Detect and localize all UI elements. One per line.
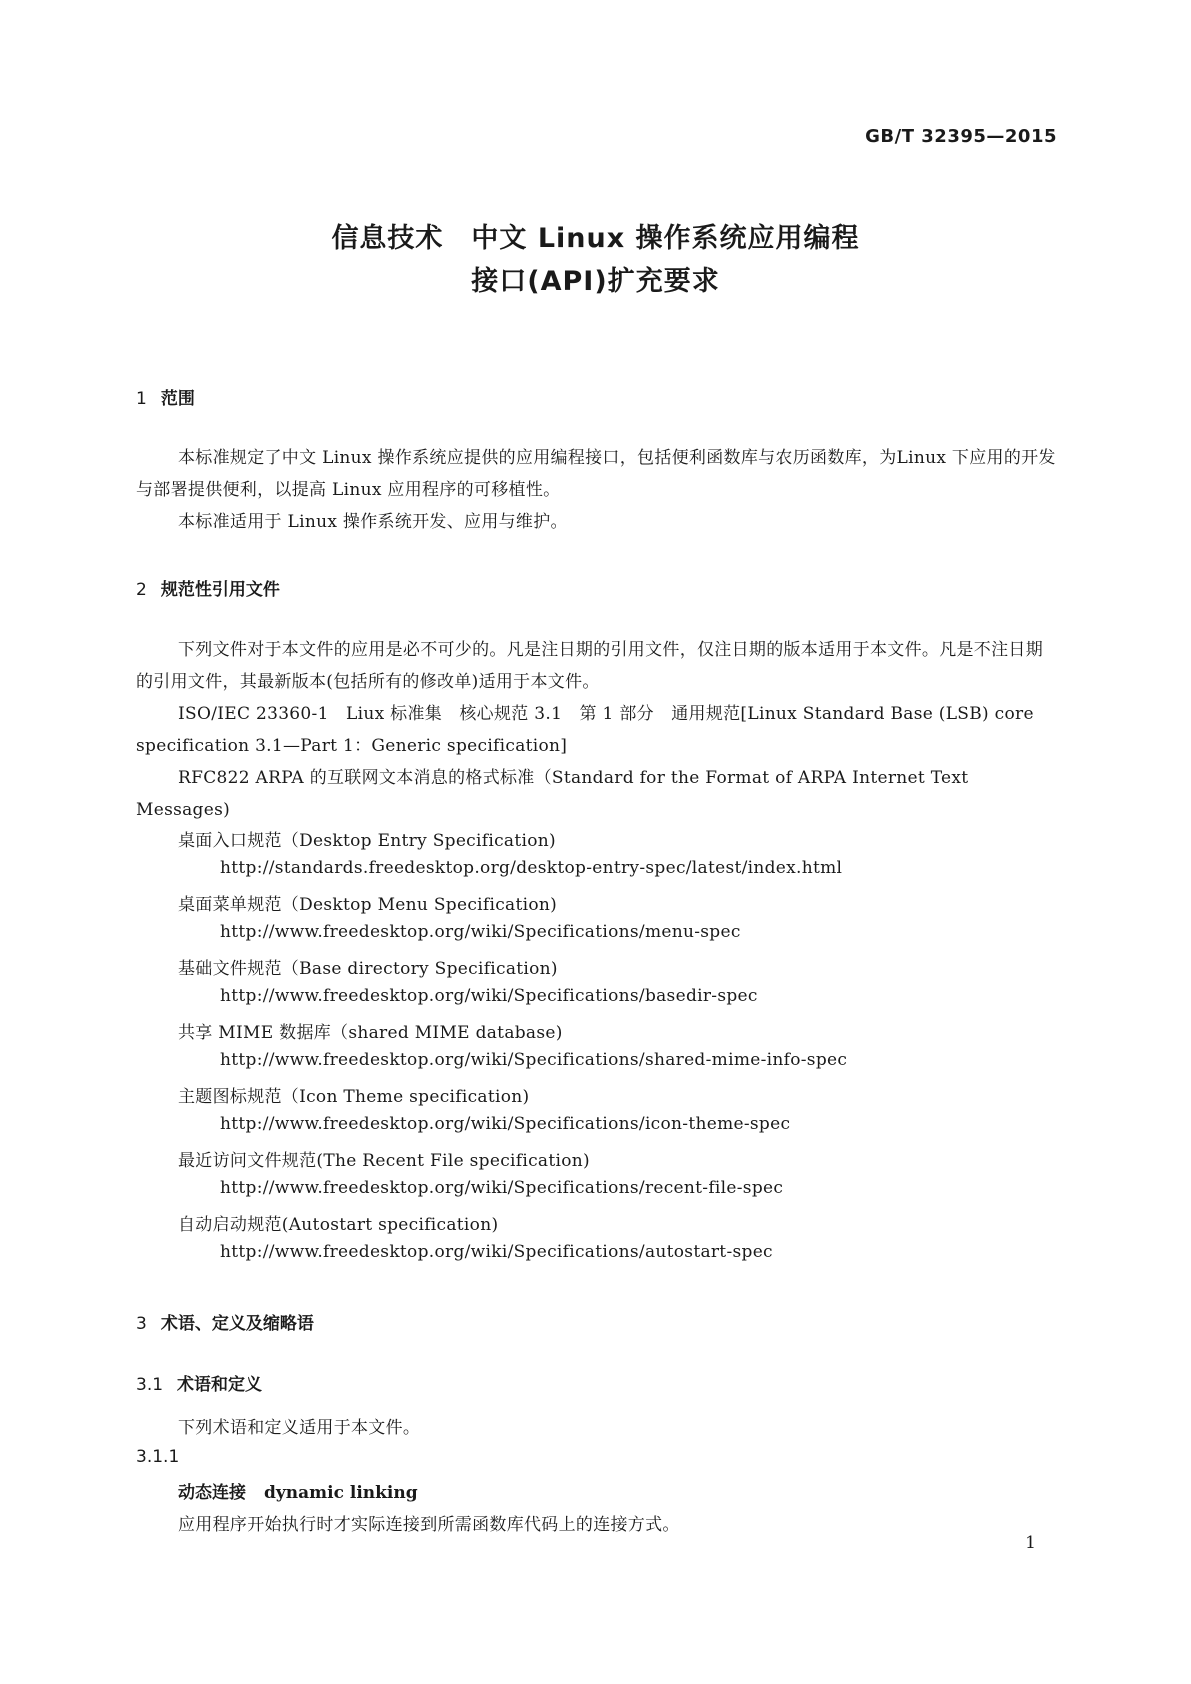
reference-title: 桌面入口规范（Desktop Entry Specification) [178, 831, 556, 851]
section-2-number: 2 [136, 580, 147, 600]
document-title-line-1: 信息技术 中文 Linux 操作系统应用编程 [331, 223, 860, 254]
section-3-1-title: 术语和定义 [177, 1375, 263, 1395]
term-english: dynamic linking [264, 1483, 418, 1503]
section-3-heading [136, 1309, 314, 1334]
reference-url[interactable]: http://www.freedesktop.org/wiki/Specifications/autostart-spec [220, 1242, 773, 1262]
section-2-intro: 下列文件对于本文件的应用是必不可少的。凡是注日期的引用文件，仅注日期的版本适用于本文件。凡是不注日期的引用文件，其最新版本(包括所有的修改单)适用于本文件。 [136, 640, 1043, 692]
reference-title: 自动启动规范(Autostart specification) [178, 1215, 499, 1235]
reference-title: 基础文件规范（Base directory Specification) [178, 959, 558, 979]
term-heading [178, 1478, 418, 1503]
reference-url[interactable]: http://standards.freedesktop.org/desktop-entry-spec/latest/index.html [220, 858, 843, 878]
reference-title: 最近访问文件规范(The Recent File specification) [178, 1151, 590, 1171]
section-3-number: 3 [136, 1314, 147, 1334]
reference-url[interactable]: http://www.freedesktop.org/wiki/Specifications/menu-spec [220, 922, 741, 942]
section-1-title: 范围 [160, 389, 195, 409]
page-number: 1 [1025, 1533, 1036, 1553]
reference-title: 共享 MIME 数据库（shared MIME database) [178, 1023, 563, 1043]
section-1-paragraph-2: 本标准适用于 Linux 操作系统开发、应用与维护。 [178, 512, 568, 532]
term-definition: 应用程序开始执行时才实际连接到所需函数库代码上的连接方式。 [178, 1515, 680, 1535]
reference-url[interactable]: http://www.freedesktop.org/wiki/Specifications/recent-file-spec [220, 1178, 784, 1198]
reference-url[interactable]: http://www.freedesktop.org/wiki/Specifications/shared-mime-info-spec [220, 1050, 848, 1070]
document-title-line-2: 接口(API)扩充要求 [471, 266, 720, 297]
reference-title: 主题图标规范（Icon Theme specification) [178, 1087, 530, 1107]
section-3-1-number: 3.1 [136, 1375, 164, 1395]
terms-intro: 下列术语和定义适用于本文件。 [178, 1418, 421, 1438]
reference-url[interactable]: http://www.freedesktop.org/wiki/Specifications/icon-theme-spec [220, 1114, 791, 1134]
reference-url[interactable]: http://www.freedesktop.org/wiki/Specifications/basedir-spec [220, 986, 758, 1006]
reference-iso-iec-23360: ISO/IEC 23360-1 Liux 标准集 核心规范 3.1 第 1 部分 通用规范[Linux Standard Base (LSB) core specification 3.1—Part 1：Generic specification] [136, 704, 1034, 756]
reference-rfc822: RFC822 ARPA 的互联网文本消息的格式标准（Standard for the Format of ARPA Internet Text Messages) [136, 768, 969, 820]
reference-title: 桌面菜单规范（Desktop Menu Specification) [178, 895, 558, 915]
term-chinese: 动态连接 [178, 1483, 246, 1503]
section-3-1-heading [136, 1370, 262, 1395]
term-number: 3.1.1 [136, 1447, 180, 1467]
section-2-heading [136, 575, 280, 600]
section-3-title: 术语、定义及缩略语 [160, 1314, 314, 1334]
section-1-heading [136, 384, 195, 409]
section-2-title: 规范性引用文件 [160, 580, 280, 600]
section-1-number: 1 [136, 389, 147, 409]
section-1-paragraph-1: 本标准规定了中文 Linux 操作系统应提供的应用编程接口，包括便利函数库与农历函数库，为Linux 下应用的开发与部署提供便利，以提高 Linux 应用程序的可移植性。 [136, 448, 1056, 500]
standard-code: GB/T 32395—2015 [865, 126, 1057, 147]
